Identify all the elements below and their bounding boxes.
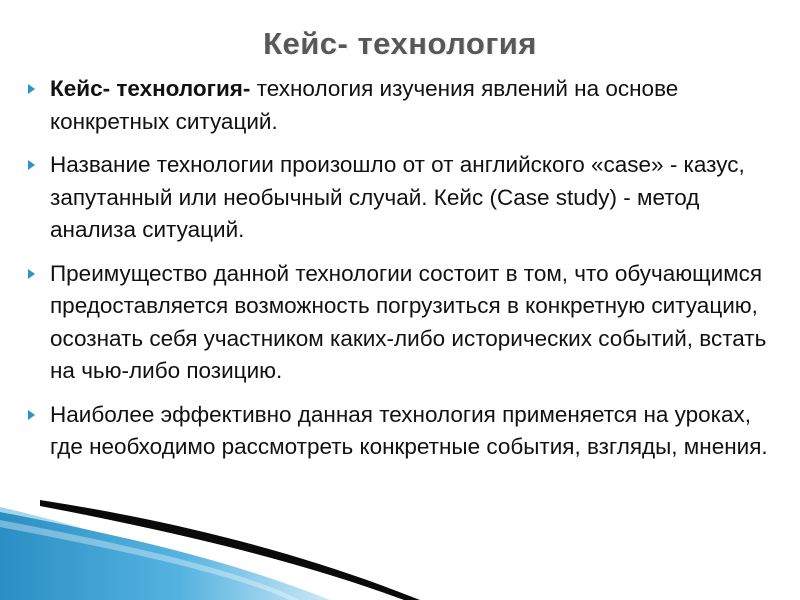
bullet-item xyxy=(26,399,786,464)
bullet-list xyxy=(26,73,786,475)
wave-highlight-shape xyxy=(0,520,300,600)
bullet-text: технология изучения явлений на основе конкретных ситуаций. xyxy=(50,76,679,134)
triangle-right-icon xyxy=(28,84,35,94)
bullet-text: Преимущество данной технологии состоит в том, что обучающимся предоставляется возможность погрузиться в конкретную ситуацию, осознать себя участником каких-либо исторических событий, встать на чью-либо позицию. xyxy=(50,260,767,383)
triangle-right-icon xyxy=(28,410,35,420)
bullet-item xyxy=(26,149,786,247)
triangle-right-icon xyxy=(28,269,35,279)
bullet-item xyxy=(26,73,786,138)
triangle-right-icon xyxy=(28,160,35,170)
slide-title: Кейс- технология xyxy=(263,26,537,61)
wave-light-shape xyxy=(0,507,260,600)
wave-dark-shape xyxy=(40,500,420,600)
bullet-text: Наиболее эффективно данная технология применяется на уроках, где необходимо рассмотреть конкретные события, взгляды, мнения. xyxy=(50,401,768,459)
bullet-term: Кейс- технология- xyxy=(50,76,251,101)
bullet-text: Название технологии произошло от от английского «case» - казус, запутанный или необычный случай. Кейс (Case study) - метод анализа ситуаций. xyxy=(50,152,745,242)
wave-blue-shape xyxy=(0,512,330,600)
bullet-item xyxy=(26,258,786,388)
